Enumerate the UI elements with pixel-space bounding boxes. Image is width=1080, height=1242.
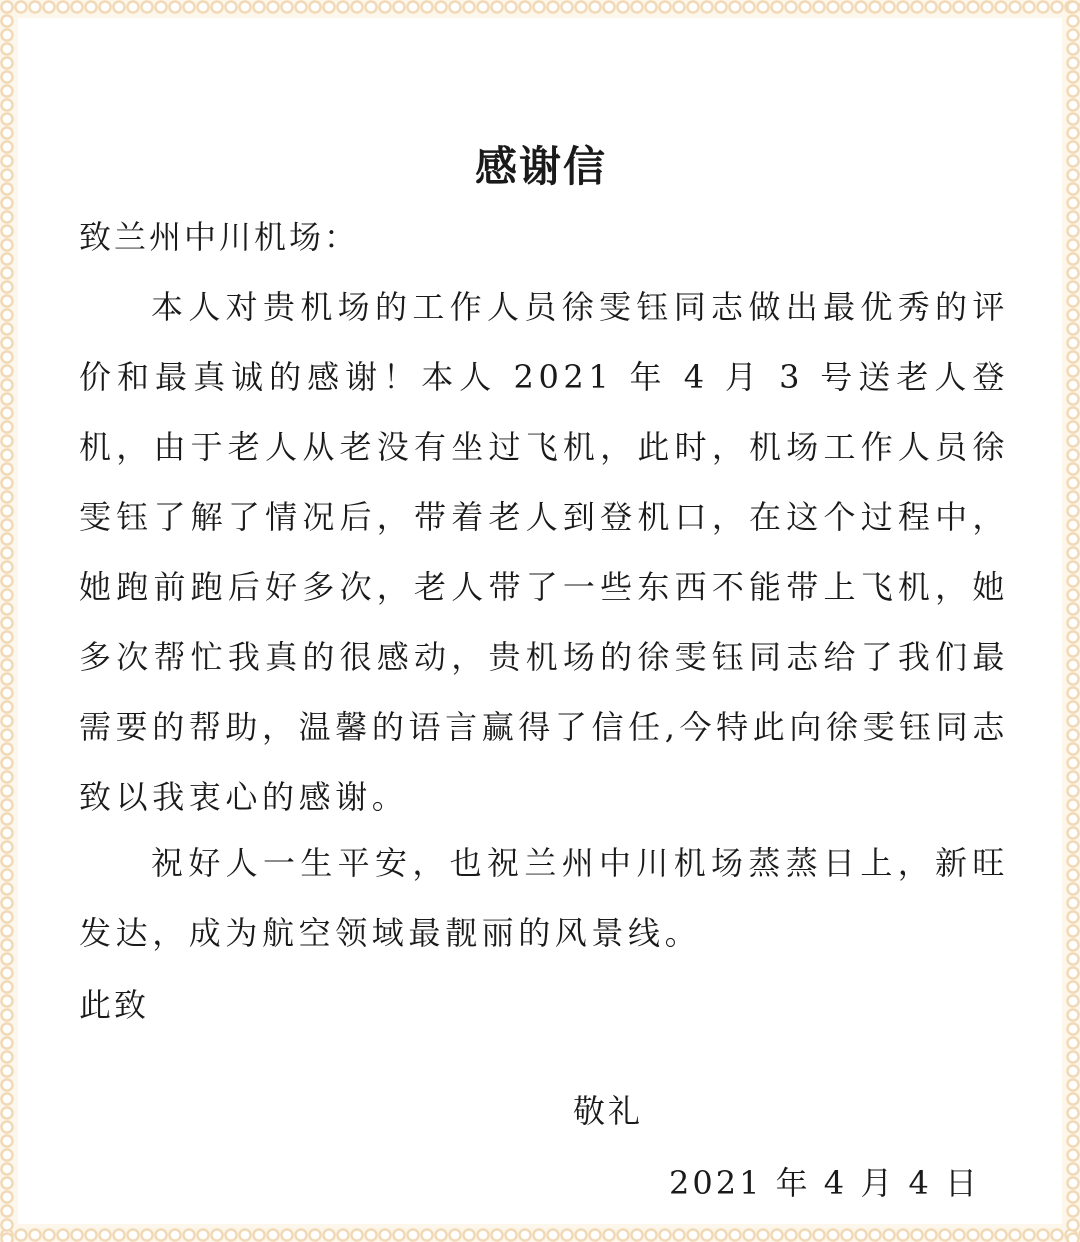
scalloped-border-right: [1066, 0, 1080, 1242]
scalloped-border-left: [0, 0, 14, 1242]
letter-regards: 敬礼: [573, 1092, 644, 1130]
letter-paragraph-1: 本人对贵机场的工作人员徐雯钰同志做出最优秀的评价和最真诚的感谢！本人 2021 年 4 月 3 号送老人登机，由于老人从老没有坐过飞机，此时，机场工作人员徐雯钰了解了情况后，带着老人到登机口，在这个过程中，她跑前跑后好多次，老人带了一些东西不能带上飞机，她多次帮忙我真的很感动，贵机场的徐雯钰同志给了我们最需要的帮助，温馨的语言赢得了信任,今特此向徐雯钰同志致以我衷心的感谢。: [79, 288, 1009, 816]
letter-date: 2021 年 4 月 4 日: [669, 1164, 981, 1202]
scalloped-border-bottom: [0, 1228, 1080, 1242]
scalloped-border-top: [0, 0, 1080, 14]
letter-salutation: 致兰州中川机场：: [79, 218, 360, 256]
letter-paragraph-2: 祝好人一生平安，也祝兰州中川机场蒸蒸日上，新旺发达，成为航空领域最靓丽的风景线。: [79, 844, 1009, 952]
letter-title: 感谢信: [474, 142, 607, 191]
letter-closing: 此致: [79, 986, 150, 1024]
